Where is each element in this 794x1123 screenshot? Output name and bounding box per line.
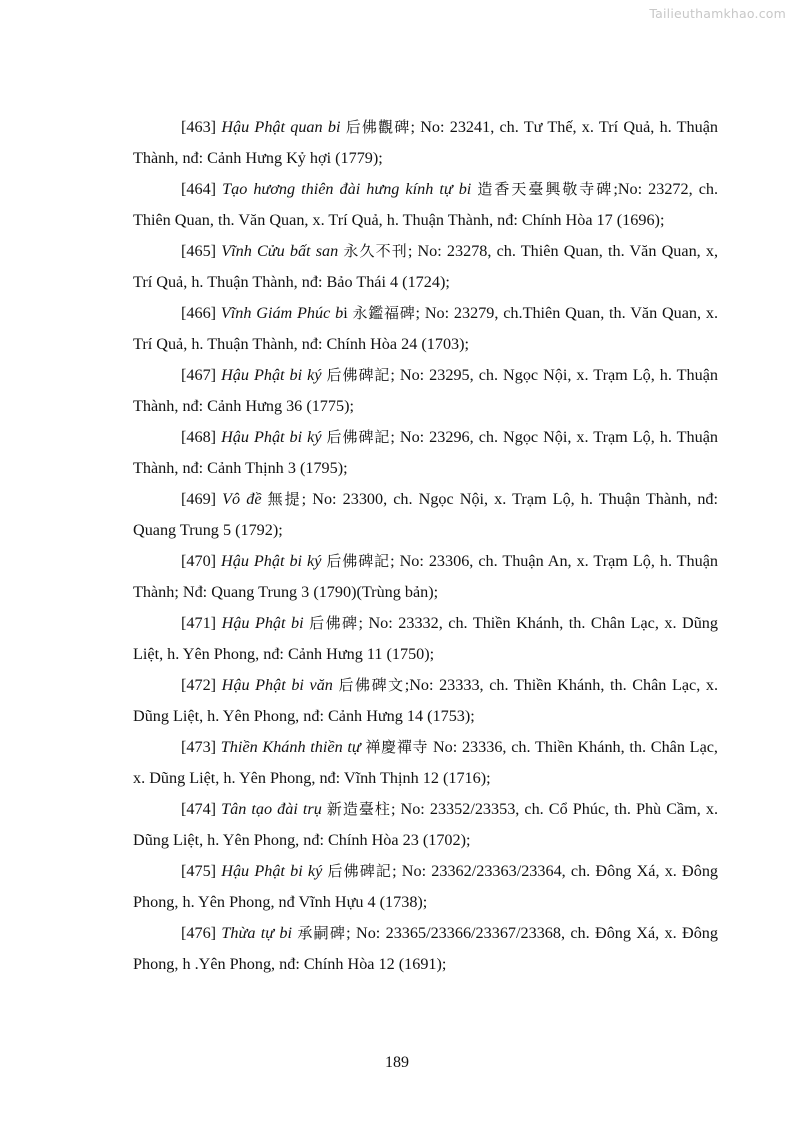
entry-number: [472] [181, 676, 217, 694]
entry-title: Tạo hương thiên đài hưng kính tự bi [222, 180, 472, 198]
entry-details: No: 23362/23363/23364, ch. Đông Xá, x. Đông Phong, h. Yên Phong, nđ Vĩnh Hựu 4 (1738); [133, 862, 719, 911]
entry-separator: ; [613, 180, 618, 198]
entry-465 [133, 236, 718, 298]
entry-title: Hậu Phật bi ký [221, 862, 323, 880]
entry-details: No: 23306, ch. Thuận An, x. Trạm Lộ, h. Thuận Thành; Nđ: Quang Trung 3 (1790)(Trùng bản); [133, 552, 719, 601]
entry-title: Hậu Phật quan bi [221, 118, 341, 136]
entry-466 [133, 298, 718, 360]
entry-number: [465] [181, 242, 217, 260]
entry-number: [471] [181, 614, 217, 632]
entry-title: Hậu Phật bi ký [221, 552, 322, 570]
entry-separator: ; [301, 490, 313, 508]
entry-han-title: 后佛碑記 [326, 552, 391, 570]
entry-details: No: 23365/23366/23367/23368, ch. Đông Xá, x. Đông Phong, h .Yên Phong, nđ: Chính Hòa 12 (1691); [133, 924, 718, 973]
entry-title: Vĩnh Giám Phúc b [220, 304, 344, 322]
entry-476 [133, 918, 718, 980]
entry-467 [133, 360, 718, 422]
entry-han-title: 后佛碑記 [327, 862, 393, 880]
page-number: 189 [385, 1054, 409, 1071]
entry-464 [133, 174, 718, 236]
entry-473 [133, 732, 718, 794]
entry-details: No: 23352/23353, ch. Cổ Phúc, th. Phù Cầm, x. Dũng Liệt, h. Yên Phong, nđ: Chính Hòa 23 (1702); [133, 800, 719, 849]
entry-separator: ; [390, 552, 400, 570]
entry-separator: ; [346, 924, 356, 942]
entry-title: Thừa tự bi [221, 924, 292, 942]
entry-title: Hậu Phật bi văn [221, 676, 333, 694]
entry-468 [133, 422, 718, 484]
entry-details: No: 23279, ch.Thiên Quan, th. Văn Quan, x. Trí Quả, h. Thuận Thành, nđ: Chính Hòa 24 (1703); [133, 304, 719, 353]
entry-details: No: 23272, ch. Thiên Quan, th. Văn Quan, x. Trí Quả, h. Thuận Thành, nđ: Chính Hòa 17 (1696); [133, 180, 719, 229]
entry-separator: ; [410, 118, 421, 136]
entry-details: No: 23300, ch. Ngọc Nội, x. Trạm Lộ, h. Thuận Thành, nđ: Quang Trung 5 (1792); [133, 490, 719, 539]
entry-details: No: 23278, ch. Thiên Quan, th. Văn Quan, x, Trí Quả, h. Thuận Thành, nđ: Bảo Thái 4 (1724); [133, 242, 719, 291]
entry-title: Hậu Phật bi ký [221, 428, 322, 446]
entry-474 [133, 794, 718, 856]
entry-number: [463] [181, 118, 217, 136]
entry-separator: ; [390, 366, 400, 384]
entry-number: [475] [181, 862, 217, 880]
entry-details: No: 23295, ch. Ngọc Nội, x. Trạm Lộ, h. Thuận Thành, nđ: Cảnh Hưng 36 (1775); [133, 366, 719, 415]
entry-471 [133, 608, 718, 670]
entry-463 [133, 112, 718, 174]
entry-separator: ; [392, 862, 402, 880]
entry-han-title: 新造臺柱 [326, 800, 391, 818]
entry-472 [133, 670, 718, 732]
entry-number: [466] [181, 304, 217, 322]
entry-han-title: 后佛碑文 [338, 676, 405, 694]
entry-details: No: 23296, ch. Ngọc Nội, x. Trạm Lộ, h. Thuận Thành, nđ: Cảnh Thịnh 3 (1795); [133, 428, 719, 477]
entry-details: No: 23241, ch. Tư Thế, x. Trí Quả, h. Thuận Thành, nđ: Cảnh Hưng Kỷ hợi (1779); [133, 118, 719, 167]
watermark: Tailieuthamkhao.com [649, 6, 786, 21]
entry-number: [470] [181, 552, 217, 570]
entry-han-title: 后佛碑記 [326, 428, 391, 446]
entry-475 [133, 856, 718, 918]
entry-separator: ; [407, 242, 418, 260]
entry-han-title: 永鑑福碑 [352, 304, 416, 322]
document-body [133, 112, 718, 980]
entry-title: Vĩnh Cửu bất san [221, 242, 339, 260]
entry-han-title: 無提 [267, 490, 302, 508]
entry-details: No: 23332, ch. Thiền Khánh, th. Chân Lạc, x. Dũng Liệt, h. Yên Phong, nđ: Cảnh Hưng 11 (1750); [133, 614, 718, 663]
entry-469 [133, 484, 718, 546]
entry-title: Thiền Khánh thiền tự [220, 738, 361, 756]
entry-separator: ; [358, 614, 369, 632]
entry-han-title: 后佛碑 [309, 614, 359, 632]
entry-separator: ; [390, 800, 401, 818]
entry-han-title: 后佛觀碑 [345, 118, 411, 136]
entry-title-suffix: i [343, 304, 348, 322]
entry-separator: ; [415, 304, 425, 322]
entry-number: [474] [181, 800, 217, 818]
entry-number: [473] [181, 738, 217, 756]
entry-details: No: 23336, ch. Thiền Khánh, th. Chân Lạc, x. Dũng Liệt, h. Yên Phong, nđ: Vĩnh Thịnh 12 (1716); [133, 738, 718, 787]
entry-title: Tân tạo đài trụ [221, 800, 322, 818]
entry-number: [464] [181, 180, 217, 198]
entry-title: Hậu Phật bi [221, 614, 304, 632]
entry-han-title: 永久不刊 [343, 242, 408, 260]
entry-han-title: 造香天臺興敬寺碑 [477, 180, 614, 198]
entry-details: No: 23333, ch. Thiền Khánh, th. Chân Lạc, x. Dũng Liệt, h. Yên Phong, nđ: Cảnh Hưng 14 (1753); [133, 676, 719, 725]
entry-title: Vô đề [222, 490, 262, 508]
entry-separator: ; [390, 428, 400, 446]
entry-number: [469] [181, 490, 217, 508]
entry-separator: ; [404, 676, 410, 694]
entry-number: [467] [181, 366, 217, 384]
entry-title: Hậu Phật bi ký [221, 366, 322, 384]
entry-han-title: 承嗣碑 [297, 924, 347, 942]
entry-number: [476] [181, 924, 217, 942]
entry-number: [468] [181, 428, 217, 446]
entry-han-title: 禅慶禪寺 [365, 738, 429, 756]
entry-han-title: 后佛碑記 [326, 366, 391, 384]
entry-470 [133, 546, 718, 608]
